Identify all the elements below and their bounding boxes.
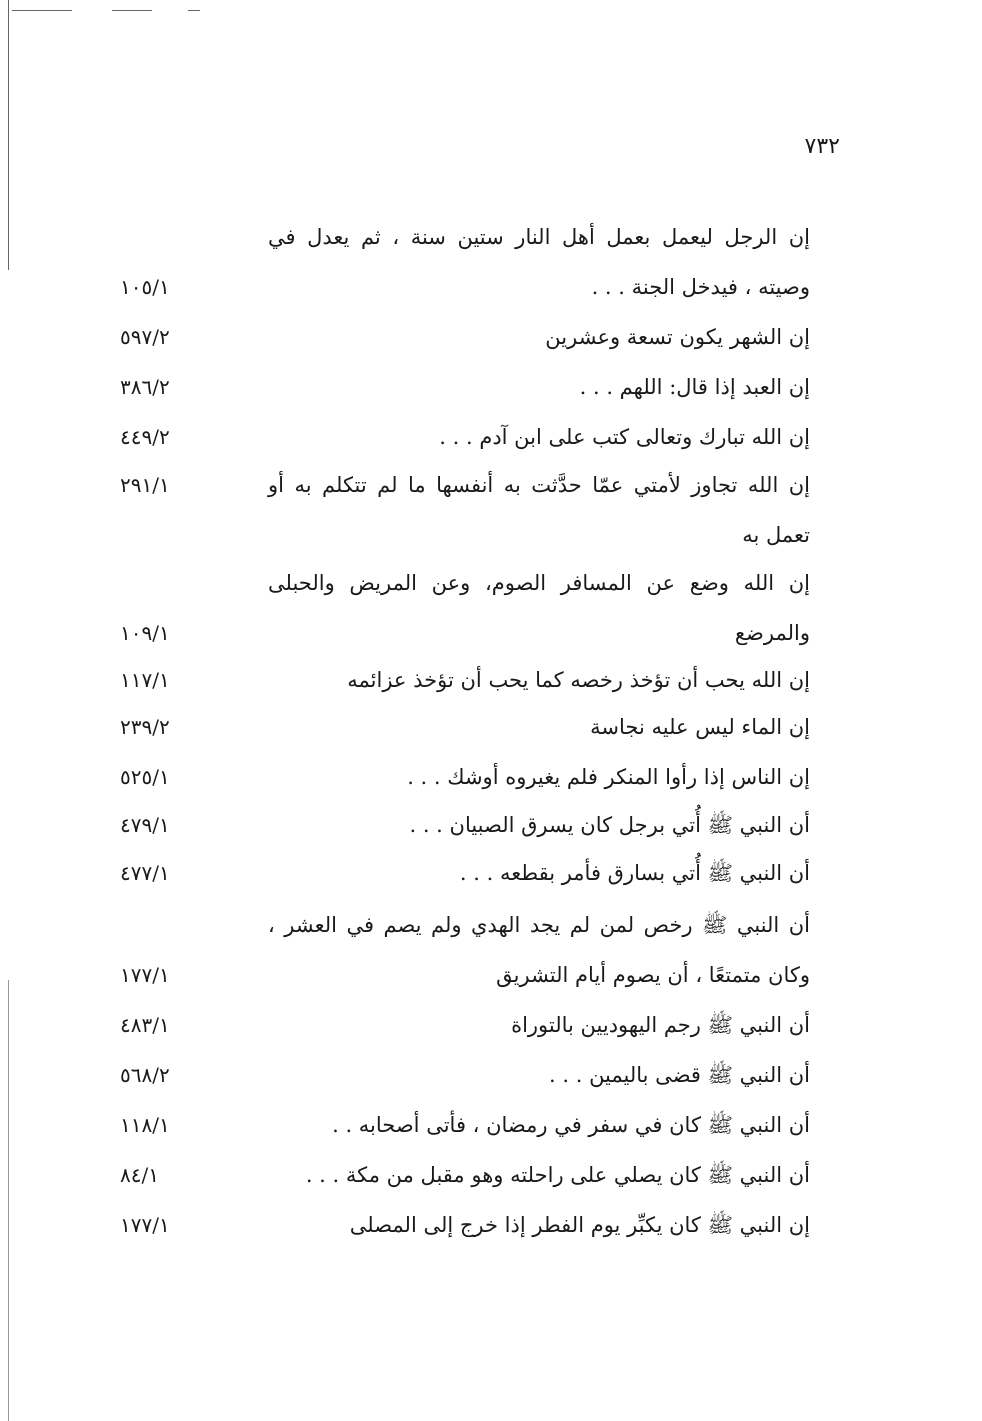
index-entry-text: إن الله تبارك وتعالى كتب على ابن آدم . . .	[439, 425, 810, 449]
index-entry-text: إن الله تجاوز لأمتي عمّا حدَّثت به أنفسها ما لم تتكلم به أو تعمل به	[268, 473, 810, 547]
index-entry-text: أن النبي ﷺ كان في سفر في رمضان ، فأتى أصحابه . .	[332, 1113, 810, 1137]
index-entry-text: أن النبي ﷺ قضى باليمين . . .	[549, 1063, 810, 1087]
index-entry-ref: ١٠٩/١	[120, 621, 170, 645]
index-entry-ref: ١٠٥/١	[120, 275, 170, 299]
index-entry-text: أن النبي ﷺ كان يصلي على راحلته وهو مقبل من مكة . . .	[305, 1163, 810, 1187]
index-entry-ref: ٢٣٩/٢	[120, 715, 170, 739]
index-entry-text: إن الناس إذا رأوا المنكر فلم يغيروه أوشك . . .	[407, 765, 810, 789]
index-entry-ref: ١١٧/١	[120, 668, 170, 692]
index-entry-ref: ١١٨/١	[120, 1113, 170, 1137]
index-entry-ref: ٤٨٣/١	[120, 1013, 170, 1037]
index-entry-text: أن النبي ﷺ أُتي بسارق فأمر بقطعه . . .	[459, 861, 810, 885]
index-entry-ref: ٤٧٩/١	[120, 813, 170, 837]
index-entry-text: إن الرجل ليعمل بعمل أهل النار ستين سنة ، ثم يعدل في وصيته ، فيدخل الجنة . . .	[268, 225, 810, 299]
index-entry-text: إن الله وضع عن المسافر الصوم، وعن المريض والحبلى والمرضع	[268, 571, 810, 645]
page-number: ٧٣٢	[804, 134, 840, 159]
index-entry-text: أن النبي ﷺ أُتي برجل كان يسرق الصبيان . . .	[409, 813, 810, 837]
index-entry-ref: ٥٦٨/٢	[120, 1063, 170, 1087]
index-entry-ref: ٤٤٩/٢	[120, 425, 170, 449]
index-entry-text: إن النبي ﷺ كان يكبِّر يوم الفطر إذا خرج إلى المصلى	[349, 1213, 810, 1237]
index-entry-ref: ٣٨٦/٢	[120, 375, 170, 399]
index-entry-ref: ٤٧٧/١	[120, 861, 170, 885]
index-entry-ref: ٥٢٥/١	[120, 765, 170, 789]
index-entry-ref: ٨٤/١	[120, 1163, 159, 1187]
index-entry-text: إن الشهر يكون تسعة وعشرين	[545, 325, 810, 349]
index-entry-text: إن الله يحب أن تؤخذ رخصه كما يحب أن تؤخذ عزائمه	[347, 668, 810, 692]
index-entry-ref: ١٧٧/١	[120, 963, 170, 987]
index-entry-ref: ٥٩٧/٢	[120, 325, 170, 349]
index-entry-ref: ١٧٧/١	[120, 1213, 170, 1237]
index-entry-text: أن النبي ﷺ رجم اليهوديين بالتوراة	[511, 1013, 810, 1037]
index-entry-text: إن الماء ليس عليه نجاسة	[590, 715, 810, 739]
index-entry-text: أن النبي ﷺ رخص لمن لم يجد الهدي ولم يصم في العشر ، وكان متمتعًا ، أن يصوم أيام التشريق	[268, 913, 810, 987]
index-entry-ref: ٢٩١/١	[120, 473, 170, 497]
index-entry-text: إن العبد إذا قال: اللهم . . .	[579, 375, 810, 399]
